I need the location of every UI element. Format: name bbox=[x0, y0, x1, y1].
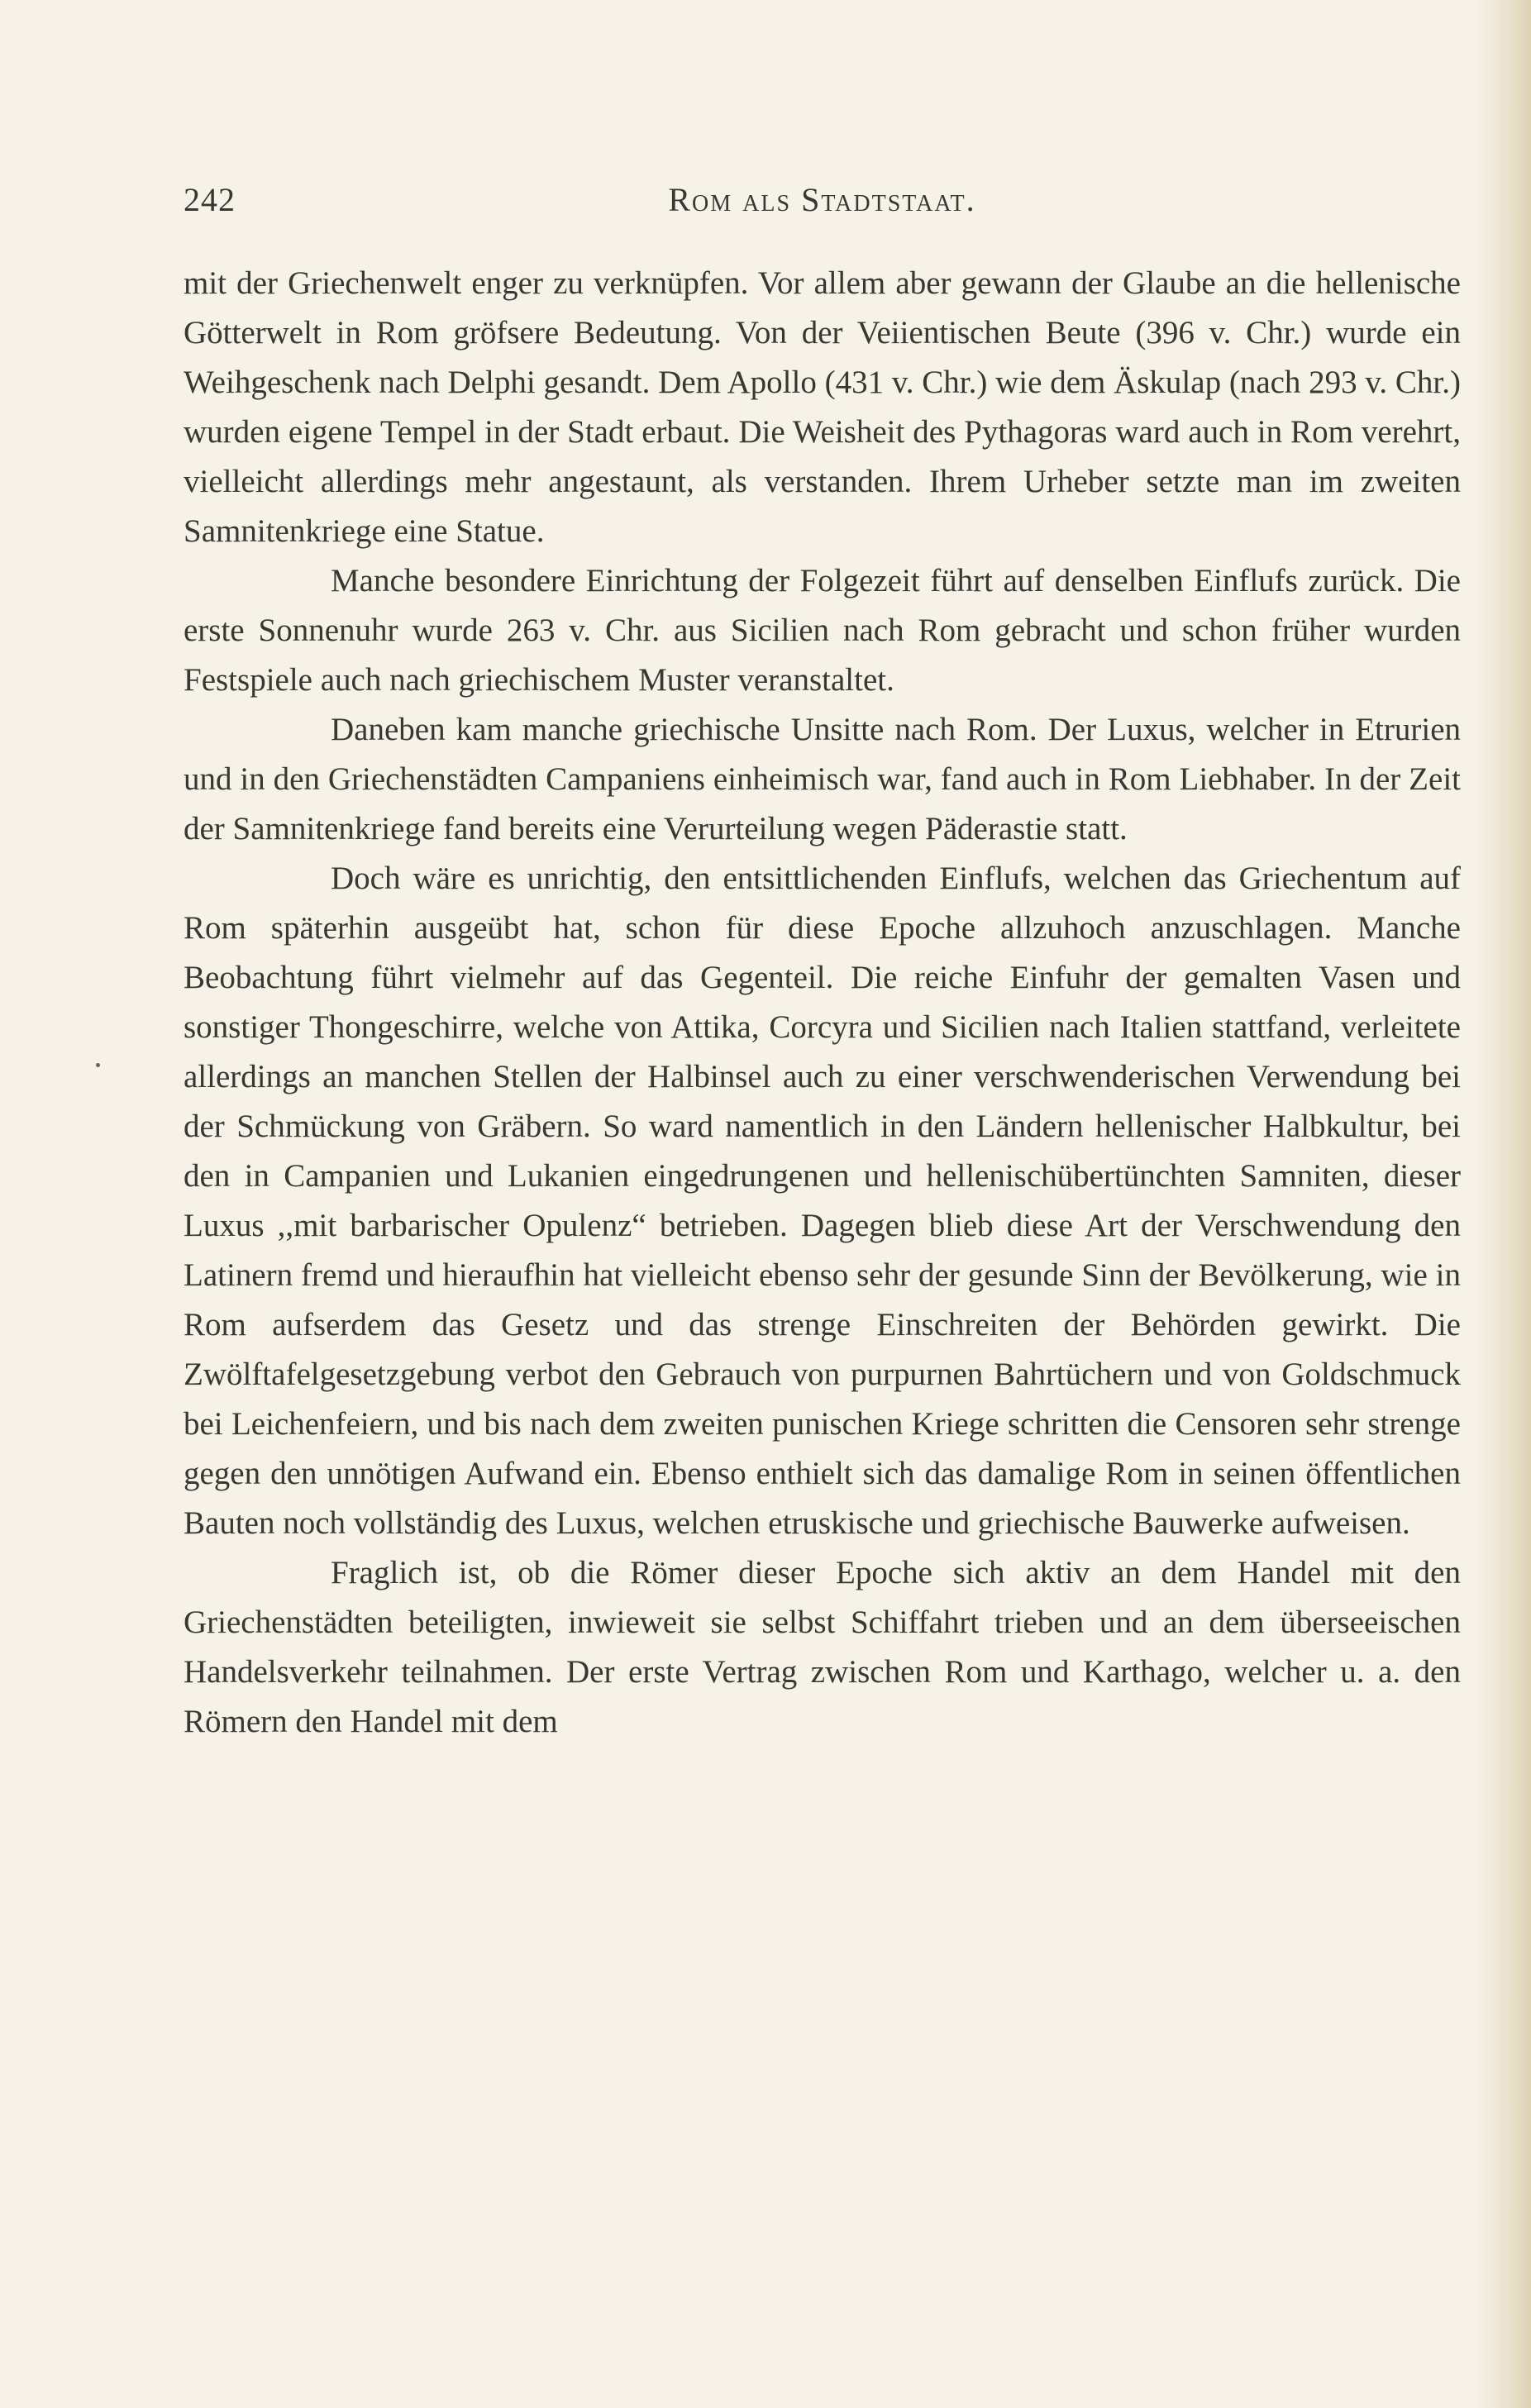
paragraph-3: Daneben kam manche griechische Unsitte nach Rom. Der Luxus, welcher in Etrurien und in den Griechenstädten Campaniens einheimisch war, fand auch in Rom Liebhaber. In der Zeit der Samnitenkriege fand bereits eine Verurteilung wegen Päderastie statt. bbox=[184, 712, 1461, 846]
page-header bbox=[184, 175, 1461, 225]
running-head: Rom als Stadtstaat. bbox=[668, 181, 976, 218]
paragraph-4: Doch wäre es unrichtig, den entsittlichenden Einflufs, welchen das Griechentum auf Rom späterhin ausgeübt hat, schon für diese Epoche allzuhoch anzuschlagen. Manche Beobachtung führt vielmehr auf das Gegenteil. Die reiche Einfuhr der gemalten Vasen und sonstiger Thongeschirre, welche von Attika, Corcyra und Sicilien nach Italien stattfand, verleitete allerdings an manchen Stellen der Halbinsel auch zu einer verschwenderischen Verwendung bei der Schmückung von Gräbern. So ward namentlich in den Ländern hellenischer Halbkultur, bei den in Campanien und Lukanien eingedrungenen und hellenischübertünchten Samniten, dieser Luxus ,,mit barbarischer Opulenz“ betrieben. Dagegen blieb diese Art der Verschwendung den Latinern fremd und hieraufhin hat vielleicht ebenso sehr der gesunde Sinn der Bevölkerung, wie in Rom aufserdem das Gesetz und das strenge Einschreiten der Behörden gewirkt. Die Zwölftafelgesetzgebung verbot den Gebrauch von purpurnen Bahrtüchern und von Goldschmuck bei Leichenfeiern, und bis nach dem zweiten punischen Kriege schritten die Censoren sehr strenge gegen den unnötigen Aufwand ein. Ebenso enthielt sich das damalige Rom in seinen öffentlichen Bauten noch vollständig des Luxus, welchen etruskische und griechische Bauwerke aufweisen. bbox=[184, 861, 1461, 1541]
stray-ink-mark bbox=[96, 1063, 100, 1067]
paragraph-5: Fraglich ist, ob die Römer dieser Epoche sich aktiv an dem Handel mit den Griechenstädten beteiligten, inwieweit sie selbst Schiffahrt trieben und an dem überseeischen Handelsverkehr teilnahmen. Der erste Vertrag zwischen Rom und Karthago, welcher u. a. den Römern den Handel mit dem bbox=[184, 1555, 1461, 1739]
paragraph-1: mit der Griechenwelt enger zu verknüpfen. Vor allem aber gewann der Glaube an die hellenische Götterwelt in Rom gröfsere Bedeutung. Von der Veiientischen Beute (396 v. Chr.) wurde ein Weihgeschenk nach Delphi gesandt. Dem Apollo (431 v. Chr.) wie dem Äskulap (nach 293 v. Chr.) wurden eigene Tempel in der Stadt erbaut. Die Weisheit des Pythagoras ward auch in Rom verehrt, vielleicht allerdings mehr angestaunt, als verstanden. Ihrem Urheber setzte man im zweiten Samnitenkriege eine Statue. bbox=[184, 265, 1461, 549]
page-edge-shadow bbox=[1473, 0, 1531, 2408]
body-text bbox=[184, 259, 1461, 1747]
page-number: 242 bbox=[184, 181, 236, 218]
paragraph-2: Manche besondere Einrichtung der Folgezeit führt auf denselben Einflufs zurück. Die erste Sonnenuhr wurde 263 v. Chr. aus Sicilien nach Rom gebracht und schon früher wurden Festspiele auch nach griechischem Muster veranstaltet. bbox=[184, 563, 1461, 698]
